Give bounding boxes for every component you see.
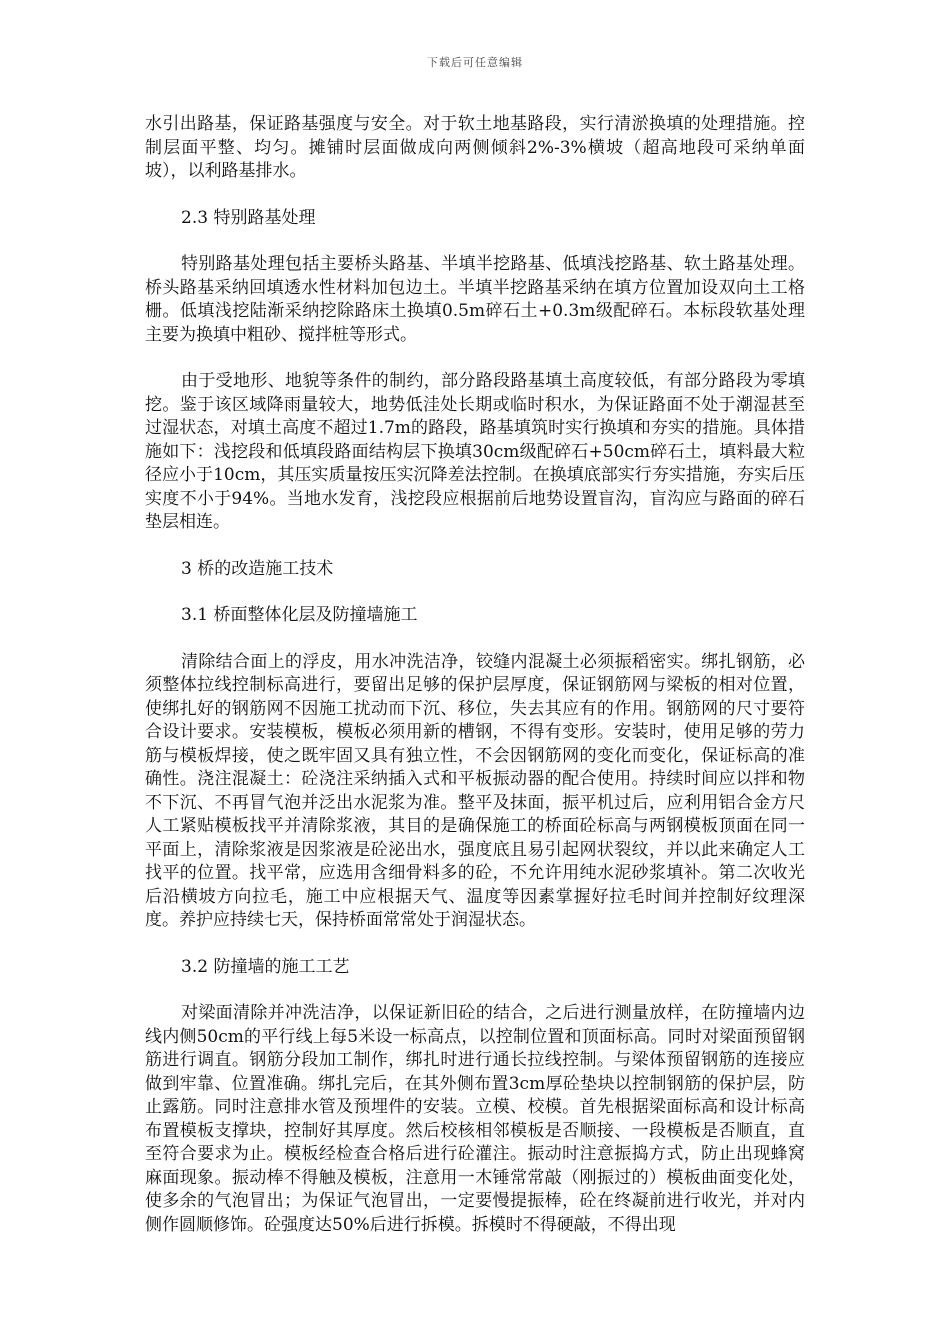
paragraph-roadbed-drainage: 水引出路基，保证路基强度与安全。对于软土地基路段，实行清淤换填的处理措施。控制层面平整、均匀。摊铺时层面做成向两侧倾斜2%-3%横坡（超高地段可采纳单面坡），以利路基排水。 — [145, 114, 805, 181]
paragraph-special-roadbed: 特别路基处理包括主要桥头路基、半填半挖路基、低填浅挖路基、软土路基处理。桥头路基采纳回填透水性材料加包边土。半填半挖路基采纳在填方位置加设双向土工格栅。低填浅挖陆渐采纳挖除路床土换填0.5m碎石土+0.3m级配碎石。本标段软基处理主要为换填中粗砂、搅拌桩等形式。 — [145, 254, 805, 345]
document-body — [145, 113, 805, 1260]
paragraph-bridge-deck: 清除结合面上的浮皮，用水冲洗洁净，铰缝内混凝土必须振稻密实。绑扎钢筋，必须整体拉线控制标高进行，要留出足够的保护层厚度，保证钢筋网与梁板的相对位置，使绑扎好的钢筋网不因施工扰动而下沉、移位，失去其应有的作用。钢筋网的尺寸要符合设计要求。安装模板，模板必须用新的槽钢，不得有变形。安装时，使用足够的劳力筋与模板焊接，使之既牢固又具有独立性，不会因钢筋网的变化而变化，保证标高的准确性。浇注混凝土：砼浇注采纳插入式和平板振动器的配合使用。持续时间应以拌和物不下沉、不再冒气泡并泛出水泥浆为准。整平及抹面，振平机过后，应利用铝合金方尺人工紧贴模板找平并清除浆液，其目的是确保施工的桥面砼标高与两钢模板顶面在同一平面上，清除浆液是因浆液是砼泌出水，强度底且易引起网状裂纹，并以此来确定人工找平的位置。找平常，应选用含细骨料多的砼，不允许用纯水泥砂浆填补。第二次收光后沿横坡方向拉毛，施工中应根据天气、温度等因素掌握好拉毛时间并控制好纹理深度。养护应持续七天，保持桥面常常处于润湿状态。 — [145, 651, 805, 930]
paragraph-low-fill-measures: 由于受地形、地貌等条件的制约，部分路段路基填土高度较低，有部分路段为零填挖。鉴于该区域降雨量较大，地势低洼处长期或临时积水，为保证路面不处于潮湿甚至过湿状态，对填土高度不超过1.7m的路段，路基填筑时实行换填和夯实的措施。具体措施如下：浅挖段和低填段路面结构层下换填30cm级配碎石+50cm碎石土，填料最大粒径应小于10cm，其压实质量按压实沉降差法控制。在换填底部实行夯实措施，夯实后压实度不小于94%。当地水发育，浅挖段应根据前后地势设置盲沟，盲沟应与路面的碎石垫层相连。 — [145, 371, 805, 532]
section-heading-2-3: 2.3 特别路基处理 — [181, 207, 316, 228]
section-heading-3-2: 3.2 防撞墙的施工工艺 — [181, 956, 350, 977]
paragraph-crash-barrier: 对梁面清除并冲洗洁净，以保证新旧砼的结合，之后进行测量放样，在防撞墙内边线内侧50cm的平行线上每5米设一标高点，以控制位置和顶面标高。同时对梁面预留钢筋进行调直。钢筋分段加工制作，绑扎时进行通长拉线控制。与梁体预留钢筋的连接应做到牢靠、位置准确。绑扎完后，在其外侧布置3cm厚砼垫块以控制钢筋的保护层，防止露筋。同时注意排水管及预埋件的安装。立模、校模。首先根据梁面标高和设计标高布置模板支撑块，控制好其厚度。然后校核相邻模板是否顺接、一段模板是否顺直，直至符合要求为止。模板经检查合格后进行砼灌注。振动时注意振捣方式，防止出现蜂窝麻面现象。振动棒不得触及模板，注意用一木锤常常敲（刚振过的）模板曲面变化处，使多余的气泡冒出；为保证气泡冒出，一定要慢提振棒，砼在终凝前进行收光，并对内侧作圆顺修饰。砼强度达50%后进行拆模。拆模时不得硬敲，不得出现 — [145, 1003, 805, 1235]
section-heading-3-1: 3.1 桥面整体化层及防撞墙施工 — [181, 605, 418, 625]
page-header: 下载后可任意编辑 — [427, 56, 523, 69]
section-heading-3: 3 桥的改造施工技术 — [181, 558, 334, 579]
